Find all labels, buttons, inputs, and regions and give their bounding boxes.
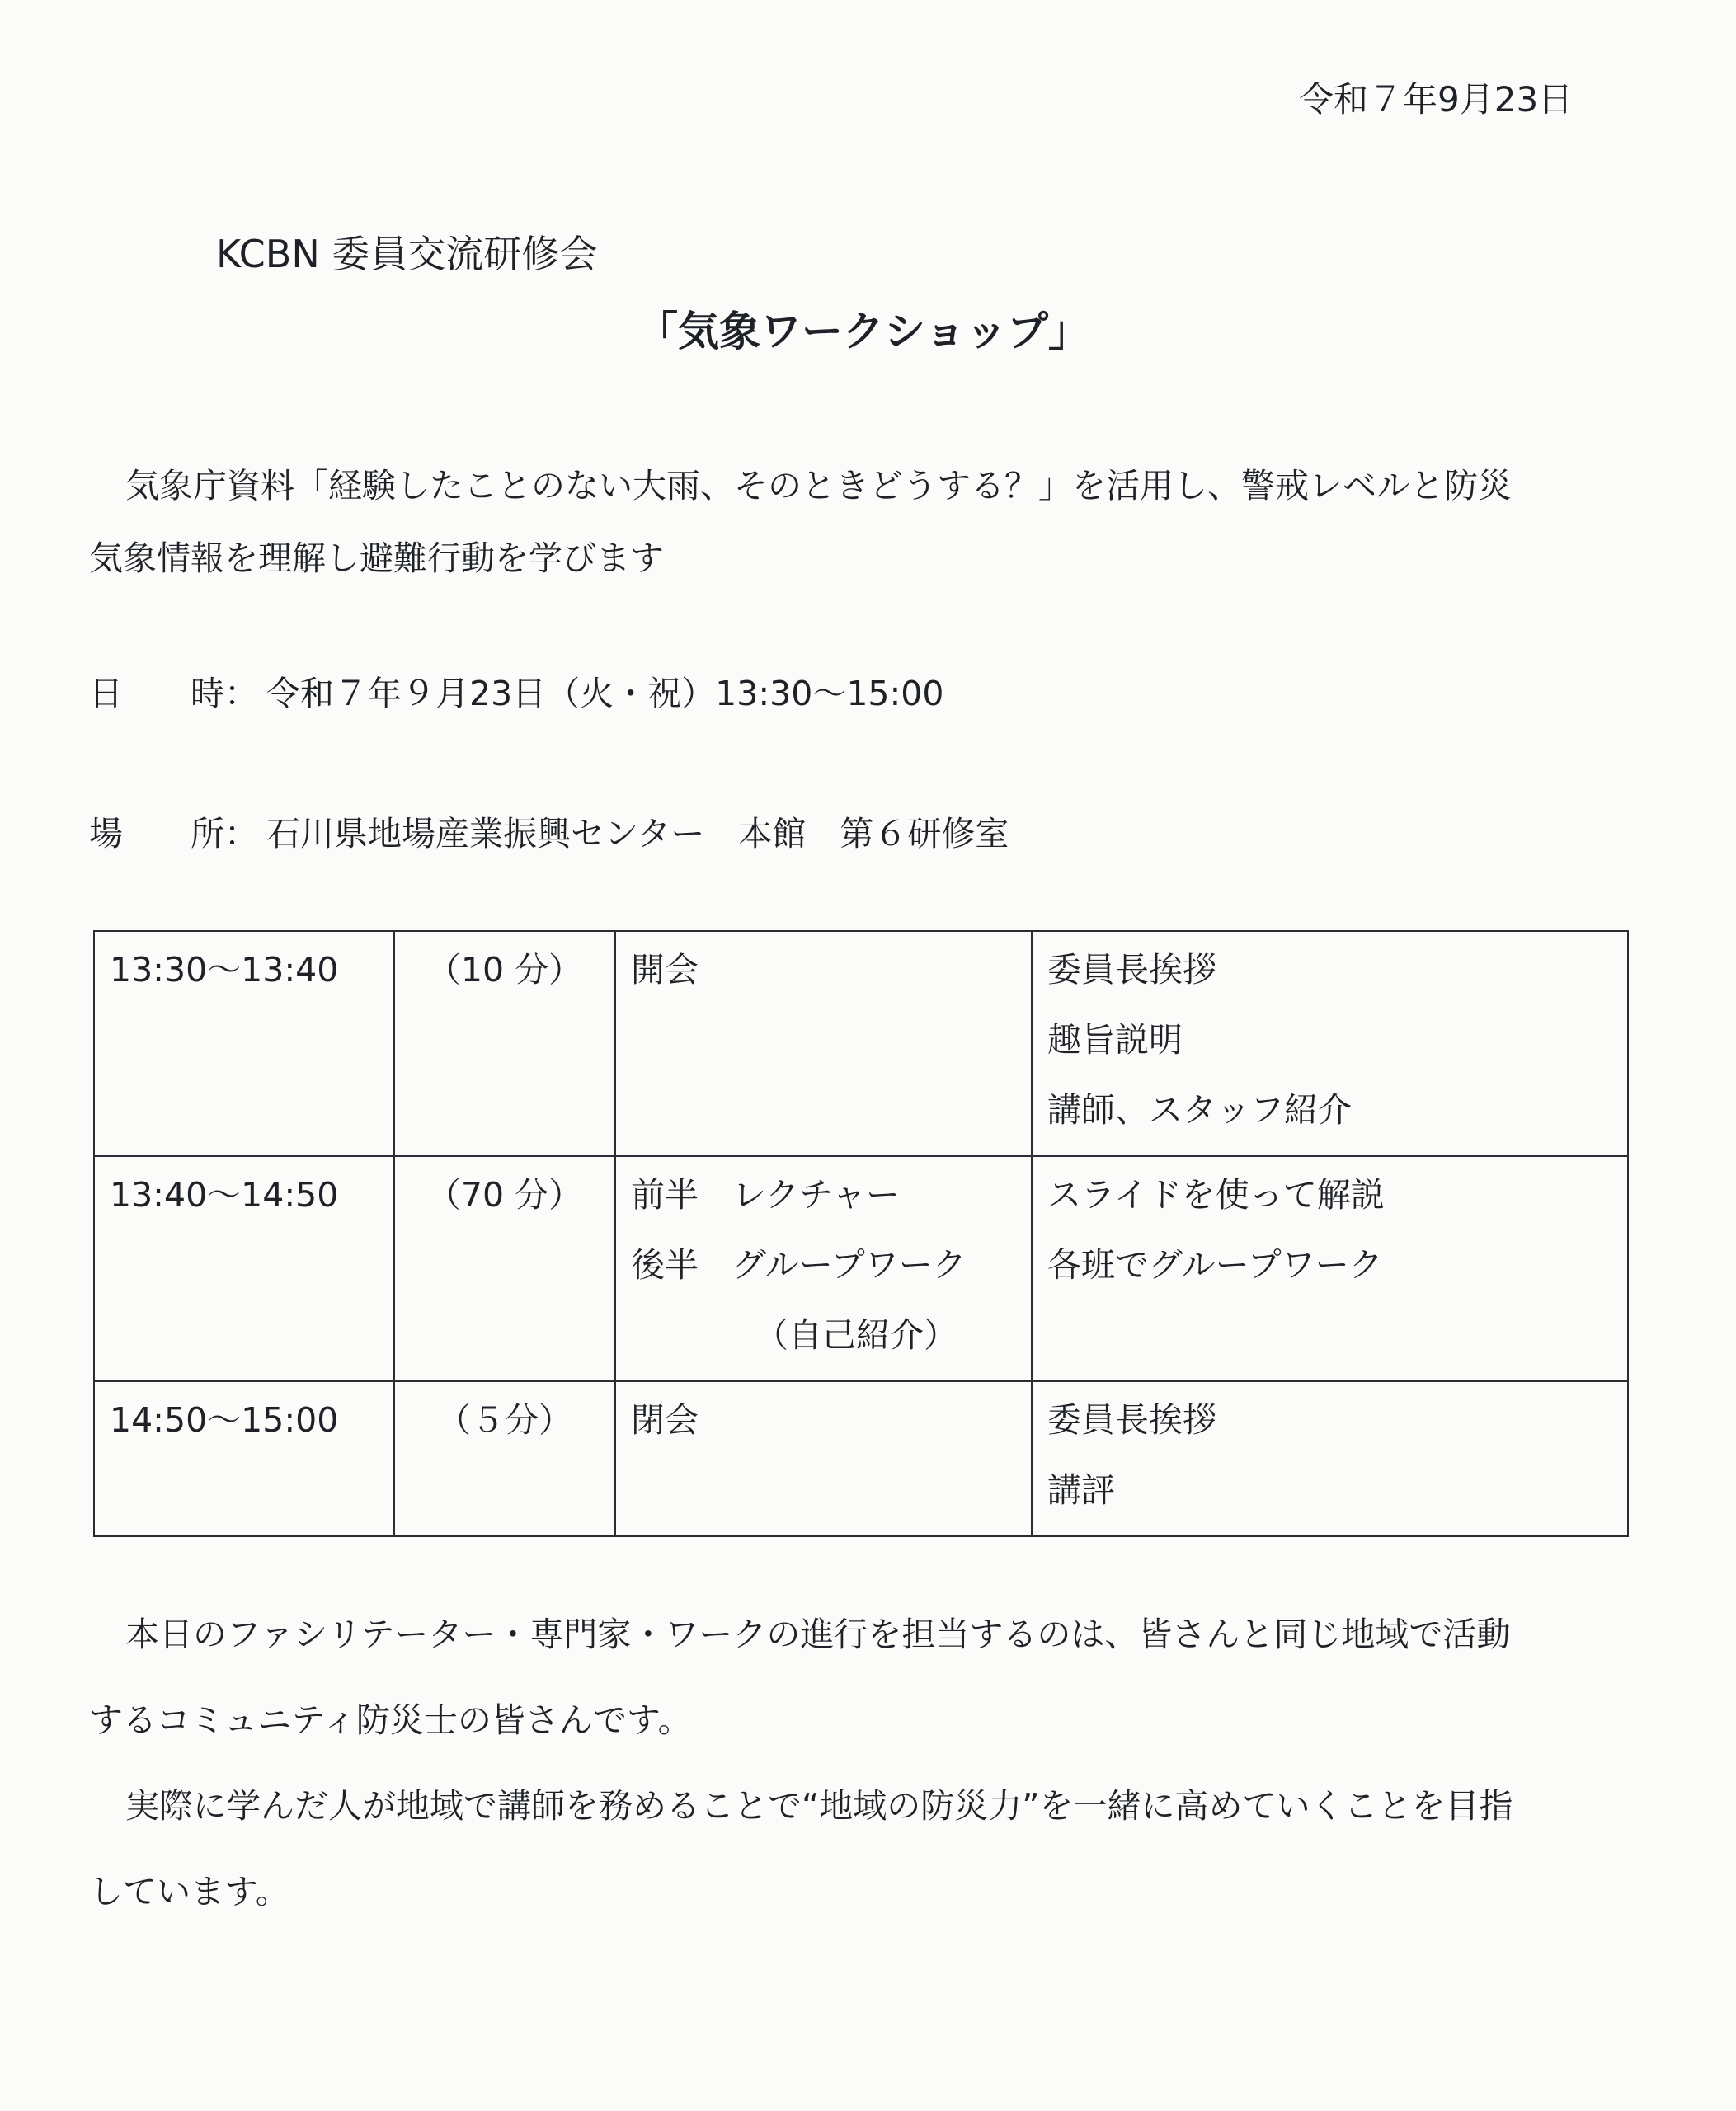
page-title: 「気象ワークショップ」 bbox=[637, 308, 1089, 355]
closing-paragraph bbox=[89, 1591, 1513, 1935]
datetime-label: 日 時： bbox=[89, 674, 258, 713]
place-row bbox=[89, 806, 1009, 855]
time-cell: 13:30～13:40 bbox=[94, 931, 394, 1156]
intro-line-1: 気象庁資料「経験したことのない大雨、そのときどうする？」を活用し、警戒レベルと防災 bbox=[125, 466, 1512, 505]
intro-line-2: 気象情報を理解し避難行動を学びます bbox=[89, 538, 664, 578]
table-row bbox=[94, 1381, 1628, 1536]
duration-cell: （５分） bbox=[394, 1381, 615, 1536]
place-value: 石川県地場産業振興センター 本館 第６研修室 bbox=[266, 814, 1009, 853]
closing-line-2: するコミュニティ防災士の皆さんです。 bbox=[89, 1700, 692, 1740]
intro-paragraph bbox=[89, 449, 1512, 595]
table-row bbox=[94, 931, 1628, 1156]
schedule-table bbox=[93, 930, 1629, 1537]
closing-line-1: 本日のファシリテーター・専門家・ワークの進行を担当するのは、皆さんと同じ地域で活動 bbox=[125, 1615, 1511, 1654]
table-row bbox=[94, 1156, 1628, 1381]
document-date: 令和７年9月23日 bbox=[1299, 79, 1574, 120]
duration-cell: （70 分） bbox=[394, 1156, 615, 1381]
details-cell: スライドを使って解説 各班でグループワーク bbox=[1032, 1156, 1628, 1381]
datetime-row bbox=[89, 666, 943, 715]
datetime-value: 令和７年９月23日（火・祝）13:30～15:00 bbox=[266, 674, 944, 713]
duration-cell: （10 分） bbox=[394, 931, 615, 1156]
details-cell: 委員長挨拶 趣旨説明 講師、スタッフ紹介 bbox=[1032, 931, 1628, 1156]
closing-line-4: しています。 bbox=[89, 1872, 289, 1911]
place-label: 場 所： bbox=[89, 814, 258, 853]
activity-cell: 開会 bbox=[615, 931, 1032, 1156]
closing-line-3: 実際に学んだ人が地域で講師を務めることで“地域の防災力”を一緒に高めていくことを目指 bbox=[125, 1786, 1513, 1826]
activity-cell: 閉会 bbox=[615, 1381, 1032, 1536]
time-cell: 14:50～15:00 bbox=[94, 1381, 394, 1536]
time-cell: 13:40～14:50 bbox=[94, 1156, 394, 1381]
details-cell: 委員長挨拶 講評 bbox=[1032, 1381, 1628, 1536]
activity-cell: 前半 レクチャー 後半 グループワーク （自己紹介） bbox=[615, 1156, 1032, 1381]
organization-name: KCBN 委員交流研修会 bbox=[216, 232, 598, 276]
